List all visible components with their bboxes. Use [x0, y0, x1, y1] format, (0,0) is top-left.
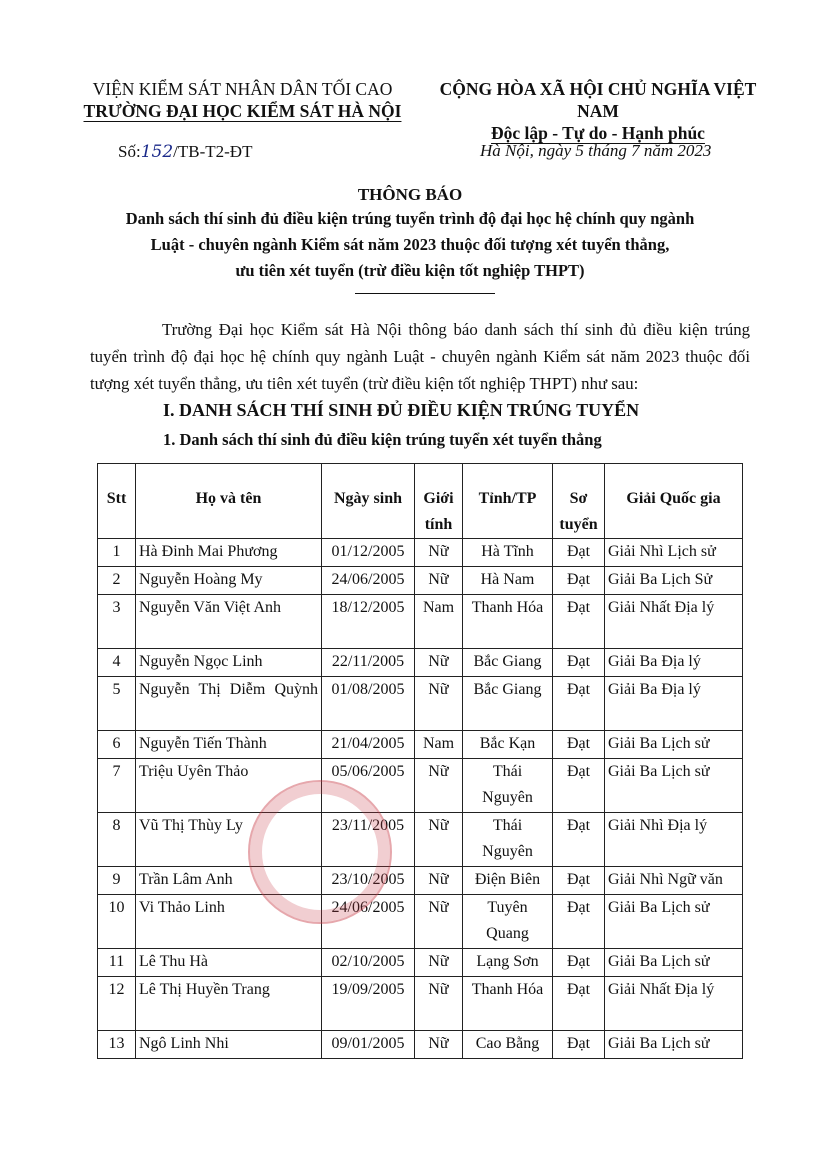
cell-prelim: Đạt — [553, 895, 605, 949]
doc-subtitle-line1: Danh sách thí sinh đủ điều kiện trúng tuyển trình độ đại học hệ chính quy ngành — [125, 209, 695, 228]
cell-dob: 05/06/2005 — [322, 759, 415, 813]
table-row — [98, 595, 743, 649]
cell-prelim: Đạt — [553, 977, 605, 1031]
cell-province: Cao Bằng — [463, 1031, 553, 1059]
cell-name: Triệu Uyên Thảo — [136, 759, 322, 813]
candidate-table — [97, 463, 743, 1059]
cell-name: Nguyễn Ngọc Linh — [136, 649, 322, 677]
table-row — [98, 813, 743, 867]
table-row — [98, 759, 743, 813]
cell-prelim: Đạt — [553, 867, 605, 895]
cell-dob: 23/11/2005 — [322, 813, 415, 867]
cell-stt: 1 — [98, 539, 136, 567]
intro-text: Trường Đại học Kiểm sát Hà Nội thông báo danh sách thí sinh đủ điều kiện trúng tuyển trình độ đại học hệ chính quy ngành Luật - chuyên ngành Kiểm sát năm 2023 thuộc đối tượng xét tuyển thẳng, ưu tiên xét tuyển (trừ điều kiện tốt nghiệp THPT) như sau: — [90, 320, 750, 393]
cell-prize: Giải Nhì Ngữ văn — [605, 867, 743, 895]
cell-stt: 11 — [98, 949, 136, 977]
cell-province: Bắc Giang — [463, 649, 553, 677]
cell-name: Vi Thảo Linh — [136, 895, 322, 949]
table-header-row — [98, 464, 743, 539]
table-row — [98, 649, 743, 677]
cell-prize: Giải Ba Lịch Sử — [605, 567, 743, 595]
cell-prelim: Đạt — [553, 759, 605, 813]
cell-province: Thái Nguyên — [463, 813, 553, 867]
cell-stt: 9 — [98, 867, 136, 895]
cell-prelim: Đạt — [553, 595, 605, 649]
issuer-block — [70, 78, 415, 122]
cell-dob: 23/10/2005 — [322, 867, 415, 895]
cell-name: Nguyễn Văn Việt Anh — [136, 595, 322, 649]
cell-name: Vũ Thị Thùy Ly — [136, 813, 322, 867]
cell-name: Trần Lâm Anh — [136, 867, 322, 895]
cell-prize: Giải Ba Địa lý — [605, 649, 743, 677]
header-name: Họ và tên — [136, 464, 322, 539]
issuer-org: TRƯỜNG ĐẠI HỌC KIỂM SÁT HÀ NỘI — [83, 101, 402, 121]
cell-name: Ngô Linh Nhi — [136, 1031, 322, 1059]
section-heading: I. DANH SÁCH THÍ SINH ĐỦ ĐIỀU KIỆN TRÚNG TUYỂN — [163, 400, 640, 420]
table-row — [98, 539, 743, 567]
intro-paragraph — [90, 316, 750, 397]
cell-sex: Nam — [415, 731, 463, 759]
cell-dob: 19/09/2005 — [322, 977, 415, 1031]
cell-sex: Nữ — [415, 813, 463, 867]
document-number-suffix: /TB-T2-ĐT — [173, 142, 253, 161]
doc-subtitle-line2: Luật - chuyên ngành Kiểm sát năm 2023 thuộc đối tượng xét tuyển thẳng, — [150, 235, 670, 254]
table-row — [98, 977, 743, 1031]
cell-dob: 01/08/2005 — [322, 677, 415, 731]
cell-prize: Giải Nhì Lịch sử — [605, 539, 743, 567]
cell-sex: Nữ — [415, 1031, 463, 1059]
header-stt: Stt — [98, 464, 136, 539]
cell-province: Thanh Hóa — [463, 595, 553, 649]
title-block — [60, 183, 760, 284]
cell-prize: Giải Ba Địa lý — [605, 677, 743, 731]
cell-sex: Nữ — [415, 649, 463, 677]
cell-sex: Nữ — [415, 539, 463, 567]
cell-sex: Nữ — [415, 759, 463, 813]
national-motto-block — [418, 78, 778, 144]
cell-sex: Nữ — [415, 567, 463, 595]
cell-sex: Nữ — [415, 895, 463, 949]
document-number-prefix: Số: — [118, 142, 141, 161]
cell-stt: 12 — [98, 977, 136, 1031]
cell-dob: 24/06/2005 — [322, 567, 415, 595]
cell-prize: Giải Nhì Địa lý — [605, 813, 743, 867]
cell-prelim: Đạt — [553, 677, 605, 731]
cell-stt: 4 — [98, 649, 136, 677]
cell-prelim: Đạt — [553, 1031, 605, 1059]
header-sex: Giới tính — [415, 464, 463, 539]
title-divider — [355, 293, 495, 294]
cell-province: Thái Nguyên — [463, 759, 553, 813]
table-row — [98, 949, 743, 977]
cell-sex: Nam — [415, 595, 463, 649]
cell-province: Bắc Kạn — [463, 731, 553, 759]
cell-province: Điện Biên — [463, 867, 553, 895]
cell-prelim: Đạt — [553, 649, 605, 677]
cell-stt: 6 — [98, 731, 136, 759]
cell-sex: Nữ — [415, 977, 463, 1031]
cell-province: Thanh Hóa — [463, 977, 553, 1031]
header-dob: Ngày sinh — [322, 464, 415, 539]
table-row — [98, 895, 743, 949]
cell-stt: 2 — [98, 567, 136, 595]
cell-name: Lê Thị Huyền Trang — [136, 977, 322, 1031]
cell-sex: Nữ — [415, 677, 463, 731]
country-name: CỘNG HÒA XÃ HỘI CHỦ NGHĨA VIỆT NAM — [439, 79, 757, 121]
cell-prelim: Đạt — [553, 567, 605, 595]
cell-prize: Giải Nhất Địa lý — [605, 595, 743, 649]
table-row — [98, 731, 743, 759]
cell-stt: 3 — [98, 595, 136, 649]
cell-sex: Nữ — [415, 949, 463, 977]
cell-prize: Giải Nhất Địa lý — [605, 977, 743, 1031]
doc-subtitle-line3: ưu tiên xét tuyển (trừ điều kiện tốt nghiệp THPT) — [235, 261, 585, 280]
doc-title: THÔNG BÁO — [357, 185, 463, 204]
issuer-parent-org: VIỆN KIỂM SÁT NHÂN DÂN TỐI CAO — [92, 79, 393, 99]
cell-stt: 8 — [98, 813, 136, 867]
cell-name: Nguyễn Hoàng My — [136, 567, 322, 595]
cell-dob: 02/10/2005 — [322, 949, 415, 977]
cell-stt: 10 — [98, 895, 136, 949]
cell-stt: 5 — [98, 677, 136, 731]
table-row — [98, 677, 743, 731]
cell-prelim: Đạt — [553, 731, 605, 759]
cell-sex: Nữ — [415, 867, 463, 895]
cell-stt: 7 — [98, 759, 136, 813]
header-prelim: Sơ tuyển — [553, 464, 605, 539]
cell-prelim: Đạt — [553, 813, 605, 867]
cell-name: Nguyễn Thị Diễm Quỳnh — [136, 677, 322, 731]
cell-dob: 24/06/2005 — [322, 895, 415, 949]
cell-stt: 13 — [98, 1031, 136, 1059]
cell-name: Nguyễn Tiến Thành — [136, 731, 322, 759]
cell-province: Tuyên Quang — [463, 895, 553, 949]
cell-province: Lạng Sơn — [463, 949, 553, 977]
cell-province: Hà Nam — [463, 567, 553, 595]
table-row — [98, 1031, 743, 1059]
cell-prize: Giải Ba Lịch sử — [605, 731, 743, 759]
cell-dob: 09/01/2005 — [322, 1031, 415, 1059]
cell-prize: Giải Ba Lịch sử — [605, 759, 743, 813]
cell-prize: Giải Ba Lịch sử — [605, 949, 743, 977]
cell-prelim: Đạt — [553, 949, 605, 977]
table-row — [98, 867, 743, 895]
table-row — [98, 567, 743, 595]
place-date: Hà Nội, ngày 5 tháng 7 năm 2023 — [480, 141, 712, 160]
header-province: Tỉnh/TP — [463, 464, 553, 539]
cell-prize: Giải Ba Lịch sử — [605, 1031, 743, 1059]
subsection-heading: 1. Danh sách thí sinh đủ điều kiện trúng tuyển xét tuyển thẳng — [163, 430, 602, 449]
cell-province: Hà Tĩnh — [463, 539, 553, 567]
document-number — [118, 142, 252, 162]
cell-prize: Giải Ba Lịch sử — [605, 895, 743, 949]
cell-dob: 01/12/2005 — [322, 539, 415, 567]
cell-dob: 22/11/2005 — [322, 649, 415, 677]
document-number-handwritten: 152 — [140, 142, 174, 162]
cell-province: Bắc Giang — [463, 677, 553, 731]
cell-name: Hà Đinh Mai Phương — [136, 539, 322, 567]
cell-dob: 18/12/2005 — [322, 595, 415, 649]
cell-name: Lê Thu Hà — [136, 949, 322, 977]
header-prize: Giải Quốc gia — [605, 464, 743, 539]
cell-dob: 21/04/2005 — [322, 731, 415, 759]
cell-prelim: Đạt — [553, 539, 605, 567]
motto: Độc lập - Tự do - Hạnh phúc — [491, 123, 705, 143]
